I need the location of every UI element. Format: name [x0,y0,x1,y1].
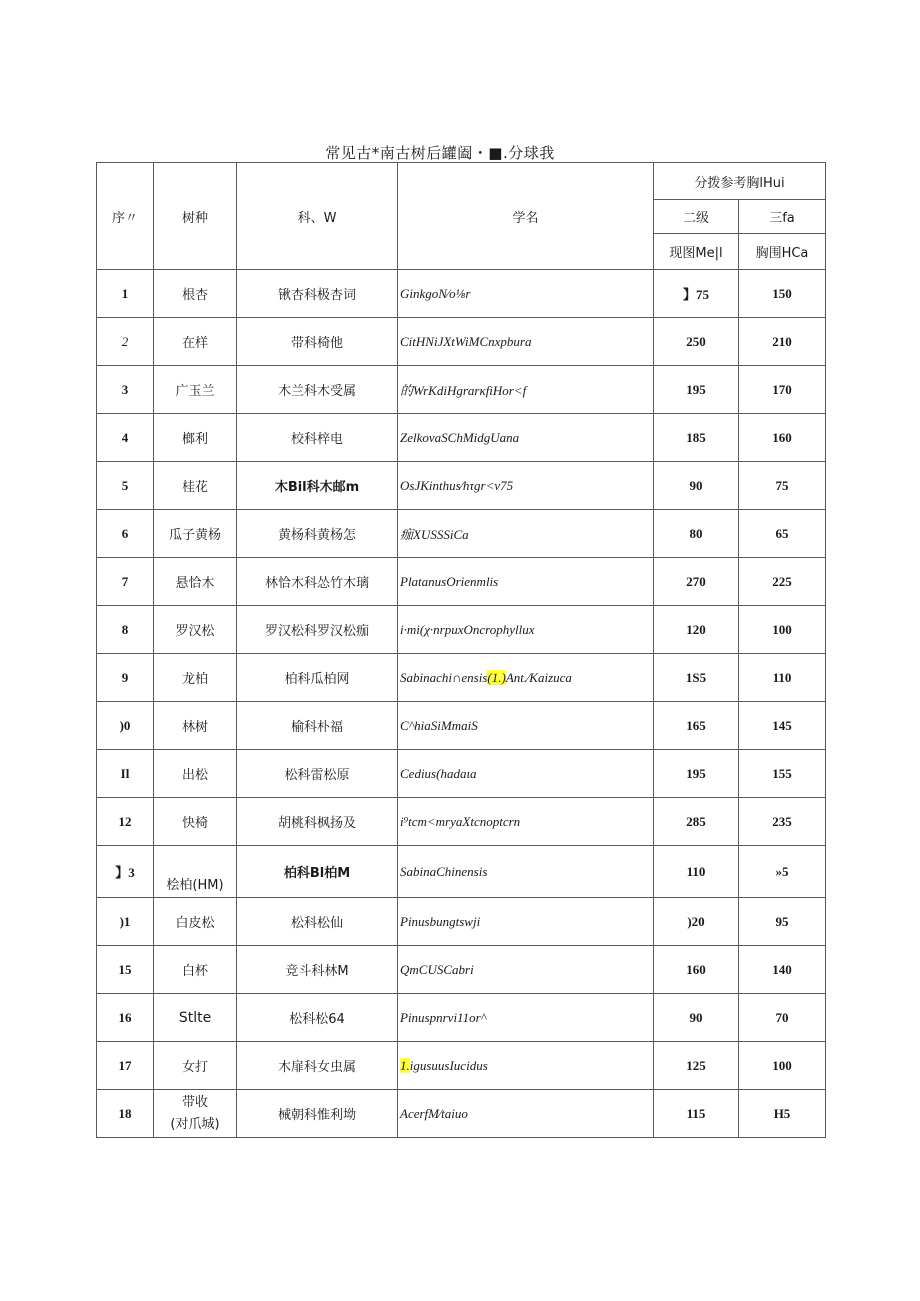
table-row [97,1090,826,1138]
row-number: 15 [97,946,154,994]
row-number: )1 [97,898,154,946]
level3-girth: 170 [739,366,826,414]
row-number: 17 [97,1042,154,1090]
row-number: Il [97,750,154,798]
page-title: 常见古*南古树后罐阖・■.分球我 [325,144,555,162]
level2-girth: 1S5 [654,654,739,702]
scientific-name-part: Ant.∕Kaizuca [505,669,572,685]
scientific-name: QmCUSCabri [398,946,654,994]
highlighted-text: 1. [400,1057,410,1073]
species-name-line: 带收 [181,1094,208,1110]
family-genus: 校科梓电 [237,414,398,462]
level3-girth: 140 [739,946,826,994]
level3-girth: 225 [739,558,826,606]
species-name: 广玉兰 [154,366,237,414]
species-name: 瓜子黄杨 [154,510,237,558]
species-name: 罗汉松 [154,606,237,654]
species-name: Stlte [154,994,237,1042]
level2-girth: 90 [654,994,739,1042]
table-row [97,366,826,414]
row-number: 6 [97,510,154,558]
header-species: 树种 [154,163,237,270]
scientific-name [398,654,654,702]
level3-girth: 235 [739,798,826,846]
level2-girth: 195 [654,750,739,798]
family-genus: 松科松仙 [237,898,398,946]
table-row [97,702,826,750]
row-number: 7 [97,558,154,606]
table-row [97,654,826,702]
family-genus: 带科椅他 [237,318,398,366]
species-name: 快椅 [154,798,237,846]
table-row [97,318,826,366]
old-tree-table [96,162,826,1138]
scientific-name: Cedius(hadaιa [398,750,654,798]
header-scientific-name: 学名 [398,163,654,270]
scientific-name-part: Sabinachi∩ensis [400,669,488,685]
family-genus: 锹杏科极杏词 [237,270,398,318]
row-number: 5 [97,462,154,510]
species-name: 桂花 [154,462,237,510]
row-number: 12 [97,798,154,846]
family-genus: 松科松64 [237,994,398,1042]
table-row [97,1042,826,1090]
table-row [97,750,826,798]
scientific-name: OsJKinthus∕hτgr<v75 [398,462,654,510]
species-name: 在样 [154,318,237,366]
level3-girth: 150 [739,270,826,318]
row-number: 2 [97,318,154,366]
species-name: 白皮松 [154,898,237,946]
species-name: 林树 [154,702,237,750]
level3-girth: 100 [739,1042,826,1090]
level3-girth: 75 [739,462,826,510]
family-genus: 柏科Bl柏M [237,846,398,898]
scientific-name: GinkgoN∕o⅛r [398,270,654,318]
species-name: 桧柏(HM) [154,846,237,898]
scientific-name [398,1042,654,1090]
level3-girth: 155 [739,750,826,798]
row-number: 4 [97,414,154,462]
header-level2-sub: 现图Me|l [654,234,739,270]
level2-girth: 】75 [654,270,739,318]
row-number: 8 [97,606,154,654]
level3-girth: 65 [739,510,826,558]
level3-girth: 210 [739,318,826,366]
level2-girth: 195 [654,366,739,414]
level3-girth: 160 [739,414,826,462]
level3-girth: H5 [739,1090,826,1138]
level2-girth: 250 [654,318,739,366]
level2-girth: 80 [654,510,739,558]
level2-girth: 120 [654,606,739,654]
row-number: 16 [97,994,154,1042]
scientific-name: PlatanusOrienmlis [398,558,654,606]
table-row [97,898,826,946]
level2-girth: 165 [654,702,739,750]
header-level3: 三fa [739,200,826,234]
level3-girth: 110 [739,654,826,702]
family-genus: 松科雷松原 [237,750,398,798]
scientific-name: C^hiaSiMmaiS [398,702,654,750]
level2-girth: 110 [654,846,739,898]
species-name: 出松 [154,750,237,798]
header-level3-sub: 胸围HCa [739,234,826,270]
species-name: 白杯 [154,946,237,994]
family-genus: 罗汉松科罗汉松痂 [237,606,398,654]
header-reference-group: 分拨参考胸lHui [654,163,826,200]
family-genus: 木Bil科木邮m [237,462,398,510]
level2-girth: 115 [654,1090,739,1138]
level2-girth: )20 [654,898,739,946]
family-genus: 黄杨科黄杨怎 [237,510,398,558]
table-row [97,946,826,994]
species-name: 龙柏 [154,654,237,702]
row-number: 9 [97,654,154,702]
scientific-name: Pinusbungtswji [398,898,654,946]
scientific-name: CitHNiJXtWiMCnxpbura [398,318,654,366]
scientific-name: AcerfM∕taiuo [398,1090,654,1138]
level2-girth: 270 [654,558,739,606]
header-seq: 序〃 [97,163,154,270]
family-genus: 胡桃科枫扬及 [237,798,398,846]
level3-girth: 145 [739,702,826,750]
level2-girth: 185 [654,414,739,462]
row-number: 】3 [97,846,154,898]
species-name: 榔利 [154,414,237,462]
family-genus: 林恰木科怂竹木璃 [237,558,398,606]
table-row [97,462,826,510]
level3-girth: 100 [739,606,826,654]
table-row [97,798,826,846]
species-name [154,1090,237,1138]
table-row [97,510,826,558]
level2-girth: 160 [654,946,739,994]
table-row [97,414,826,462]
family-genus: 械朝科惟利坳 [237,1090,398,1138]
header-family-genus: 科、W [237,163,398,270]
table-row [97,846,826,898]
species-name: 悬恰木 [154,558,237,606]
scientific-name: ZelkovaSChMidgUana [398,414,654,462]
species-name-line: (对爪城) [170,1116,220,1132]
family-genus: 柏科瓜柏网 [237,654,398,702]
row-number: 18 [97,1090,154,1138]
species-name: 女打 [154,1042,237,1090]
highlighted-text: (1.) [487,669,506,685]
level3-girth: »5 [739,846,826,898]
table-row [97,606,826,654]
family-genus: 木兰科木受属 [237,366,398,414]
scientific-name: 的WrKdiHgrarκfiHor<f [398,366,654,414]
scientific-name: i∙mi(χ∙nrpuxOncrophyllux [398,606,654,654]
family-genus: 木扉科女虫属 [237,1042,398,1090]
level3-girth: 70 [739,994,826,1042]
row-number: 1 [97,270,154,318]
scientific-name: SabinaChinensis [398,846,654,898]
family-genus: 竞斗科林M [237,946,398,994]
level2-girth: 285 [654,798,739,846]
scientific-name: 痂XUSSSiCa [398,510,654,558]
table-row [97,270,826,318]
scientific-name: i⁹tcm<mryaXtcnoptcrn [398,798,654,846]
scientific-name-part: igusuusIucidus [409,1057,488,1073]
row-number: 3 [97,366,154,414]
level3-girth: 95 [739,898,826,946]
family-genus: 榆科朴福 [237,702,398,750]
table-row [97,558,826,606]
scientific-name: Pinuspnrvi11or^ [398,994,654,1042]
header-level2: 二级 [654,200,739,234]
level2-girth: 125 [654,1042,739,1090]
row-number: )0 [97,702,154,750]
level2-girth: 90 [654,462,739,510]
table-row [97,994,826,1042]
species-name: 根杏 [154,270,237,318]
